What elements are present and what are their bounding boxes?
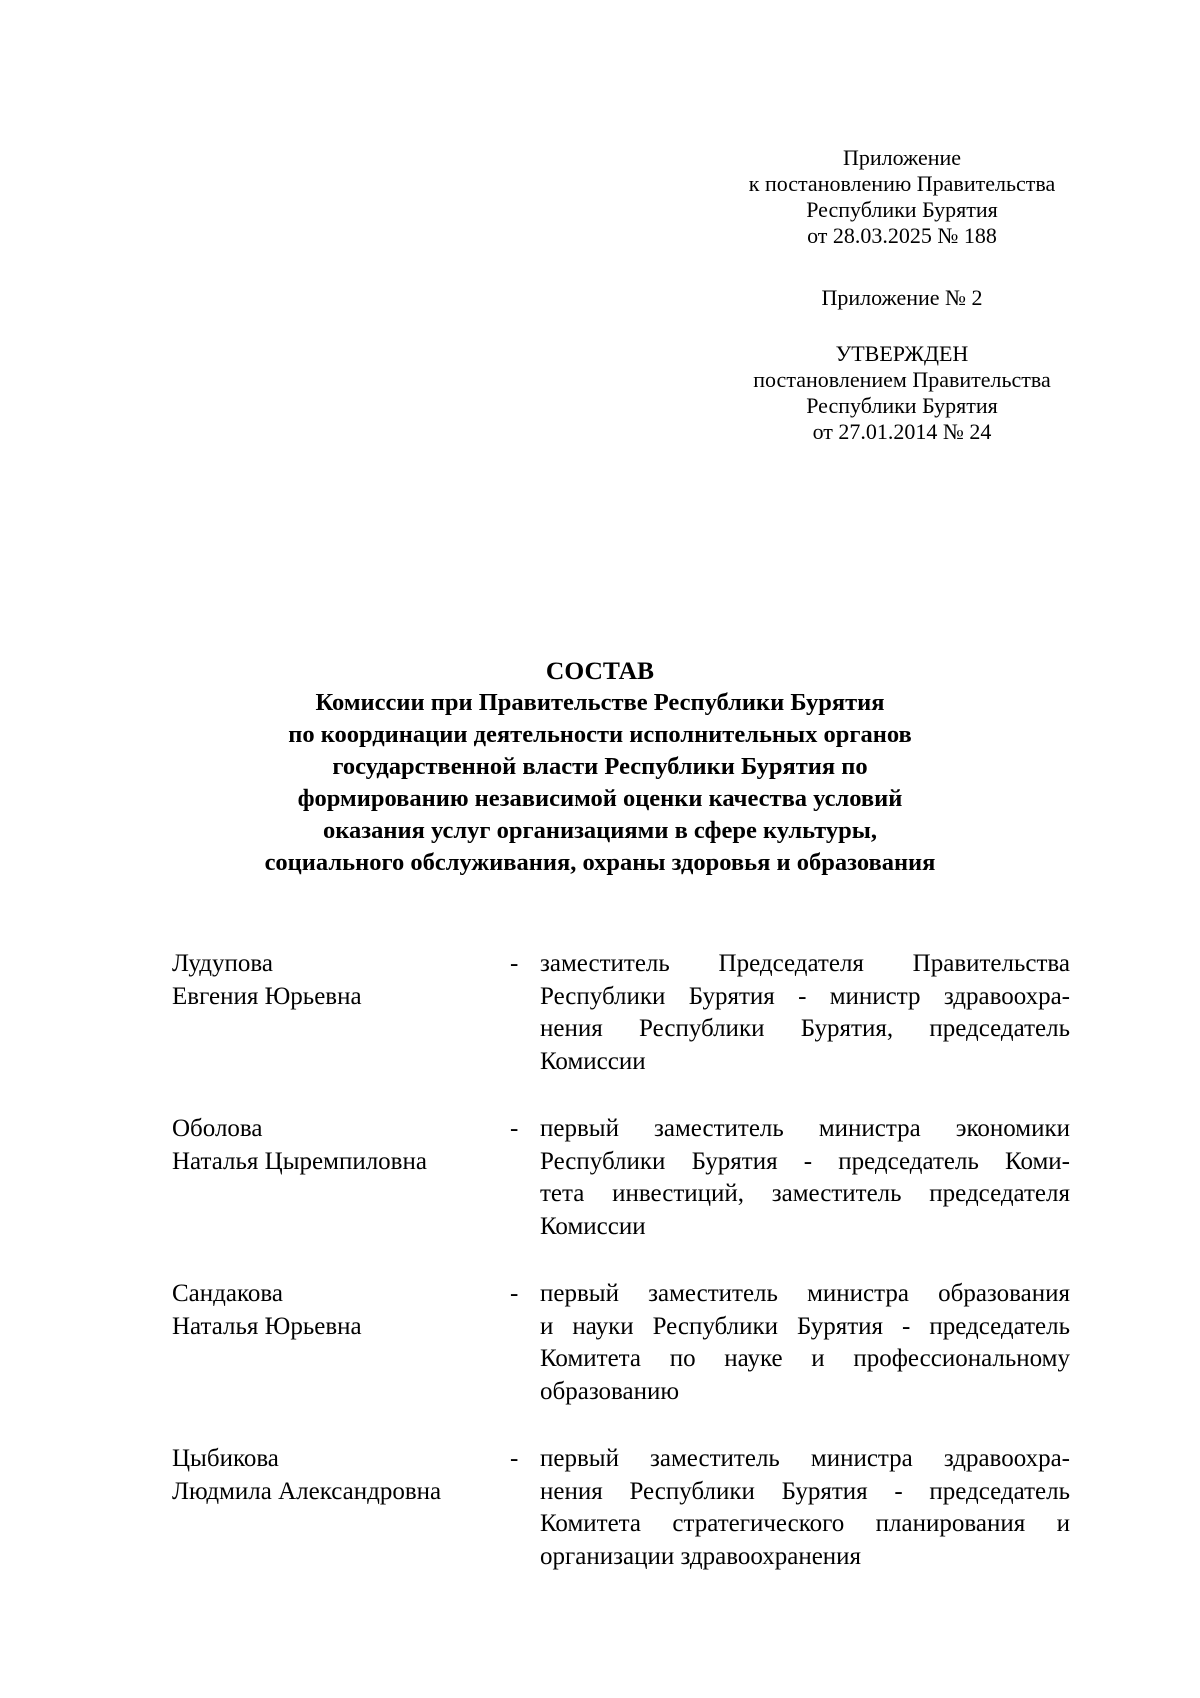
appendix-line: от 28.03.2025 № 188 (807, 223, 997, 248)
member-dash: - (510, 1445, 519, 1472)
document-title (170, 655, 1030, 879)
member-role (540, 1278, 1070, 1408)
role-line: нения Республики Бурятия - председатель (540, 1477, 1070, 1505)
member-given-name: Наталья Юрьевна (172, 1312, 362, 1340)
title-line: Комиссии при Правительстве Республики Бурятия (315, 689, 885, 716)
role-line: Республики Бурятия - председатель Коми- (540, 1147, 1070, 1175)
approval-line: постановлением Правительства (753, 367, 1051, 392)
title-line: по координации деятельности исполнительных органов (288, 721, 912, 748)
member-given-name: Наталья Цыремпиловна (172, 1147, 427, 1175)
member-given-name: Людмила Александровна (172, 1477, 442, 1505)
appendix-line: Республики Бурятия (806, 197, 998, 222)
approval-line: Республики Бурятия (806, 393, 998, 418)
title-heading: СОСТАВ (545, 656, 655, 685)
member-surname: Оболова (172, 1115, 263, 1142)
member-dash: - (510, 950, 519, 977)
member-role (540, 1113, 1070, 1243)
members-list (172, 948, 1082, 1608)
member-entry (172, 1113, 1082, 1243)
title-line: оказания услуг организациями в сфере культуры, (323, 817, 877, 844)
appendix-line: к постановлению Правительства (748, 171, 1056, 196)
member-name (172, 1443, 510, 1573)
appendix-number (732, 285, 1072, 311)
member-name (172, 1113, 510, 1243)
role-line: и науки Республики Бурятия - председатель (540, 1312, 1070, 1340)
role-line: Комиссии (540, 1212, 646, 1240)
role-line: первый заместитель министра образования (540, 1280, 1070, 1307)
member-surname: Цыбикова (172, 1445, 279, 1472)
member-role (540, 1443, 1070, 1573)
role-line: тета инвестиций, заместитель председателя (540, 1180, 1070, 1207)
title-line: социального обслуживания, охраны здоровья и образования (264, 849, 936, 876)
appendix-reference (732, 145, 1072, 249)
appendix-number-text: Приложение № 2 (821, 285, 983, 310)
role-line: Комитета по науке и профессиональному (540, 1345, 1070, 1372)
member-entry (172, 1443, 1082, 1573)
approval-line: УТВЕРЖДЕН (835, 341, 969, 366)
role-line: Комитета стратегического планирования и (540, 1510, 1070, 1537)
member-entry (172, 948, 1082, 1078)
title-line: формированию независимой оценки качества условий (297, 785, 903, 812)
approval-line: от 27.01.2014 № 24 (812, 419, 992, 444)
role-line: заместитель Председателя Правительства (540, 950, 1070, 977)
member-name (172, 948, 510, 1078)
role-line: организации здравоохранения (540, 1542, 862, 1570)
member-role (540, 948, 1070, 1078)
role-line: первый заместитель министра здравоохра- (540, 1445, 1070, 1472)
member-entry (172, 1278, 1082, 1408)
appendix-line: Приложение (842, 145, 962, 170)
role-line: Республики Бурятия - министр здравоохра- (540, 982, 1070, 1010)
approval-stamp (732, 341, 1072, 445)
role-line: нения Республики Бурятия, председатель (540, 1015, 1070, 1042)
member-name (172, 1278, 510, 1408)
member-surname: Лудупова (172, 950, 273, 977)
member-dash: - (510, 1280, 519, 1307)
member-given-name: Евгения Юрьевна (172, 982, 362, 1010)
member-surname: Сандакова (172, 1280, 283, 1307)
role-line: первый заместитель министра экономики (540, 1115, 1070, 1142)
role-line: Комиссии (540, 1047, 646, 1075)
member-dash: - (510, 1115, 519, 1142)
role-line: образованию (540, 1377, 680, 1405)
title-line: государственной власти Республики Бурятия по (332, 753, 868, 780)
